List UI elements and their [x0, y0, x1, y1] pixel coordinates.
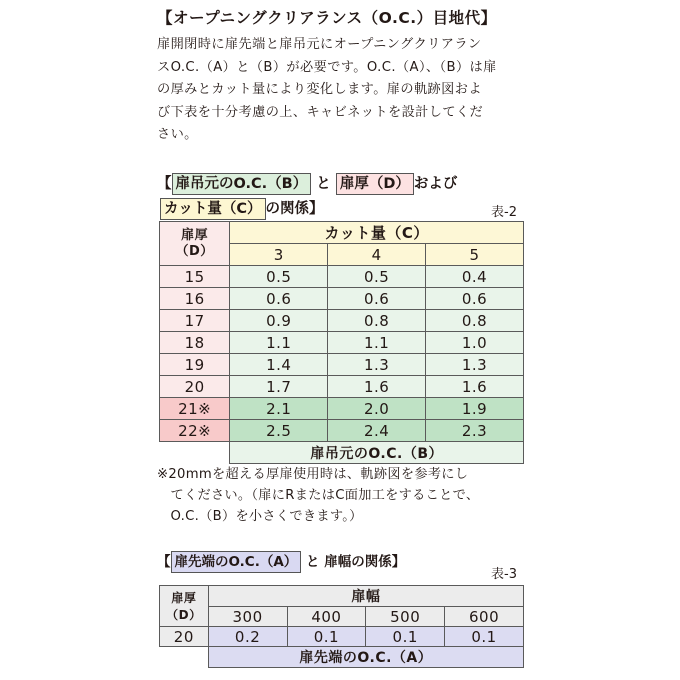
thickness-header-cell [160, 222, 230, 266]
value-cell: 0.5 [230, 266, 328, 288]
table-row [160, 376, 524, 398]
cut-header: カット量（C） [230, 222, 524, 244]
value-cell: 0.6 [230, 288, 328, 310]
value-cell: 2.3 [426, 420, 524, 442]
value-cell: 2.4 [328, 420, 426, 442]
intro-line: スO.C.（A）と（B）が必要です。O.C.（A）、（B）は扉 [157, 59, 497, 75]
thickness-cell: 16 [160, 288, 230, 310]
heading-oyobi: および [413, 176, 458, 192]
cut-value-header: 5 [426, 244, 524, 266]
value-cell: 1.3 [426, 354, 524, 376]
empty-cell [160, 647, 209, 668]
value-cell: 0.6 [328, 288, 426, 310]
width-header: 扉幅 [208, 586, 523, 607]
intro-paragraph [157, 34, 527, 147]
intro-line: び下表を十分考慮の上、キャビネットを設計してくだ [157, 104, 484, 120]
value-cell: 1.4 [230, 354, 328, 376]
value-cell: 0.9 [230, 310, 328, 332]
heading-bracket: 【 [157, 554, 171, 570]
thickness-cell: 15 [160, 266, 230, 288]
value-cell: 2.5 [230, 420, 328, 442]
table3-heading [157, 550, 405, 573]
table2-footer: 扉吊元のO.C.（B） [230, 442, 524, 464]
table-3 [159, 585, 524, 668]
width-value-header: 600 [445, 607, 524, 627]
value-cell: 0.4 [426, 266, 524, 288]
table3-footer: 扉先端のO.C.（A） [208, 647, 523, 668]
intro-line: さい。 [157, 127, 198, 142]
footnote [157, 464, 479, 527]
table2-heading-line2 [160, 197, 324, 220]
heading-oca-box: 扉先端のO.C.（A） [171, 551, 302, 573]
table-row [160, 288, 524, 310]
value-cell: 0.1 [287, 627, 366, 647]
value-cell: 0.1 [445, 627, 524, 647]
thickness-cell: 18 [160, 332, 230, 354]
thickness-cell: 21※ [160, 398, 230, 420]
table-row [160, 398, 524, 420]
heading-and: と [316, 176, 331, 192]
heading-tail: と 扉幅の関係】 [306, 554, 406, 570]
heading-tail: の関係】 [265, 201, 324, 217]
table-row [160, 266, 524, 288]
width-value-header: 400 [287, 607, 366, 627]
thickness-cell: 20 [160, 627, 209, 647]
value-cell: 1.7 [230, 376, 328, 398]
value-cell: 1.1 [328, 332, 426, 354]
value-cell: 1.1 [230, 332, 328, 354]
table-row [160, 627, 524, 647]
value-cell: 1.0 [426, 332, 524, 354]
table-row [160, 310, 524, 332]
intro-line: 扉開閉時に扉先端と扉吊元にオープニングクリアラン [157, 37, 482, 52]
table-row [160, 332, 524, 354]
cut-value-header: 4 [328, 244, 426, 266]
value-cell: 2.1 [230, 398, 328, 420]
heading-thickness-box: 扉厚（D） [336, 173, 414, 195]
value-cell: 2.0 [328, 398, 426, 420]
thickness-cell: 22※ [160, 420, 230, 442]
value-cell: 0.5 [328, 266, 426, 288]
table2-heading-line1 [157, 172, 457, 195]
value-cell: 1.3 [328, 354, 426, 376]
value-cell: 1.9 [426, 398, 524, 420]
heading-ocb-box: 扉吊元のO.C.（B） [172, 173, 312, 195]
thickness-cell: 19 [160, 354, 230, 376]
footnote-line: O.C.（B）を小さくできます。） [157, 509, 363, 524]
intro-line: の厚みとカット量により変化します。扉の軌跡図およ [157, 82, 482, 97]
table2-tag: 表-2 [491, 205, 517, 220]
table3-tag: 表-3 [491, 567, 517, 582]
table-row [160, 420, 524, 442]
heading-cut-box: カット量（C） [160, 198, 266, 220]
value-cell: 0.2 [208, 627, 287, 647]
width-value-header: 300 [208, 607, 287, 627]
value-cell: 0.1 [366, 627, 445, 647]
thickness-cell: 20 [160, 376, 230, 398]
thickness-header-cell: 扉厚（D） [160, 586, 209, 627]
section-title: 【オープニングクリアランス（O.C.）目地代】 [157, 9, 497, 27]
footnote-line: てください。（扉にRまたはC面加工をすることで、 [157, 488, 480, 503]
value-cell: 0.8 [426, 310, 524, 332]
width-value-header: 500 [366, 607, 445, 627]
empty-cell [160, 442, 230, 464]
value-cell: 0.8 [328, 310, 426, 332]
table-row [160, 354, 524, 376]
thickness-unit: （D） [175, 243, 214, 259]
thickness-cell: 17 [160, 310, 230, 332]
footnote-line: ※20mmを超える厚扉使用時は、軌跡図を参考にし [157, 467, 469, 482]
table-2 [159, 221, 524, 464]
value-cell: 1.6 [328, 376, 426, 398]
value-cell: 0.6 [426, 288, 524, 310]
thickness-label: 扉厚 [181, 227, 209, 243]
value-cell: 1.6 [426, 376, 524, 398]
heading-bracket: 【 [157, 176, 172, 192]
cut-value-header: 3 [230, 244, 328, 266]
